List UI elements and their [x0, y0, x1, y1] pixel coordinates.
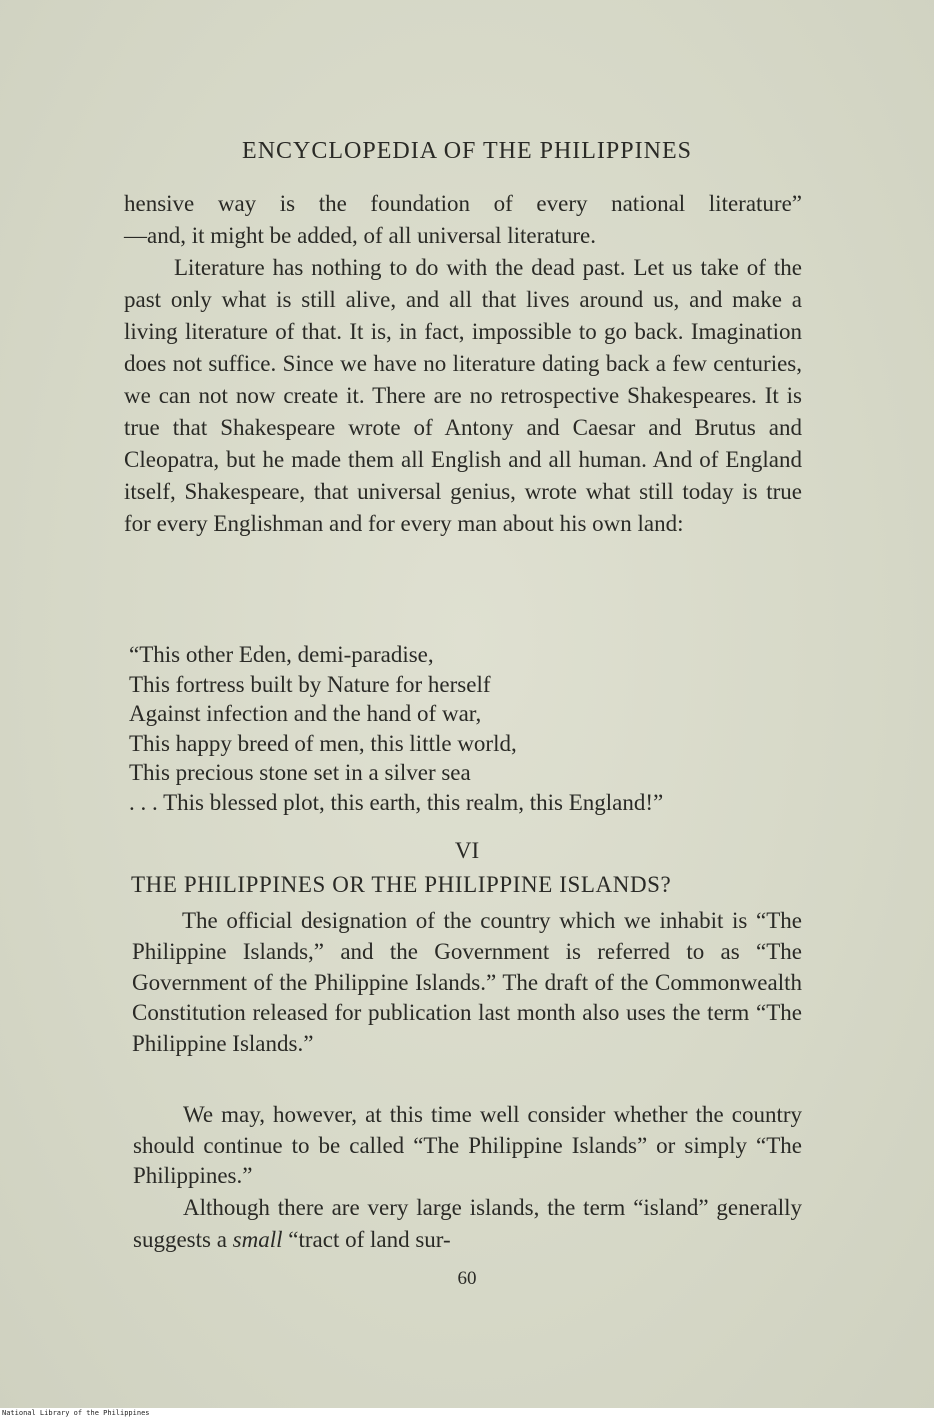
- paragraph-islands: [133, 1192, 802, 1256]
- verse-line: “This other Eden, demi-paradise,: [129, 642, 434, 667]
- section-title: THE PHILIPPINES OR THE PHILIPPINE ISLANDS?: [131, 872, 672, 897]
- verse-line: . . . This blessed plot, this earth, this realm, this England!”: [129, 789, 664, 815]
- paragraph-line: hensive way is the foundation of every national literature”: [124, 191, 802, 216]
- section-number: VI: [454, 838, 480, 863]
- emphasis-text: small: [232, 1227, 283, 1252]
- page-number: 60: [457, 1268, 477, 1289]
- verse-line: This fortress built by Nature for herself: [129, 671, 491, 697]
- paragraph-line: —and, it might be added, of all universal literature.: [124, 223, 596, 248]
- paragraph-designation: The official designation of the country which we inhabit is “The Philippine Islands,” and the Government is referred to as “The Government of the Philippine Islands.” The draft of the Commonwealth Constitution released for publication last month also uses the term “The Philippine Islands.”: [132, 908, 802, 1057]
- paragraph-literature: Literature has nothing to do with the dead past. Let us take of the past only what is still alive, and all that lives around us, and make a living literature of that. It is, in fact, impossible to go back. Imagination does not suffice. Since we have no literature dating back a few centuries, we can not now create it. There are no retrospective Shakespeares. It is true that Shakespeare wrote of Antony and Caesar and Brutus and Cleopatra, but he made them all English and all human. And of England itself, Shakespeare, that universal genius, wrote what still today is true for every Englishman and for every man about his own land:: [124, 255, 802, 536]
- verse-line: This happy breed of men, this little world,: [129, 730, 517, 756]
- verse-quotation: [129, 640, 809, 818]
- paragraph-text: “tract of land sur-: [288, 1227, 451, 1252]
- footer-credit: National Library of the Philippines: [0, 1408, 934, 1418]
- verse-line: This precious stone set in a silver sea: [129, 760, 471, 786]
- paragraph-text: Although there are very large islands, the term “island” generally suggests a: [133, 1195, 802, 1252]
- running-head: ENCYCLOPEDIA OF THE PHILIPPINES: [242, 138, 692, 164]
- paragraph-continued: [124, 188, 802, 252]
- verse-line: Against infection and the hand of war,: [129, 701, 482, 727]
- paragraph-consider: We may, however, at this time well consider whether the country should continue to be called “The Philippine Islands” or simply “The Philippines.”: [133, 1102, 802, 1188]
